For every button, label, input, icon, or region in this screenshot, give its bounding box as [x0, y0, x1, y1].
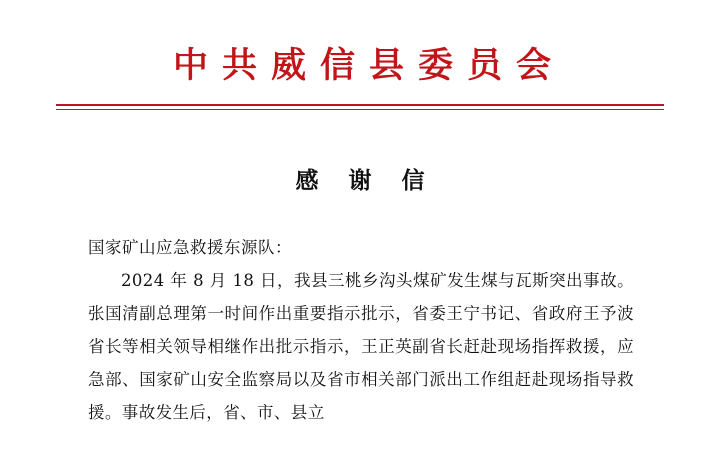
- letterhead-divider: [56, 104, 664, 111]
- body-paragraph: 2024 年 8 月 18 日，我县三桃乡沟头煤矿发生煤与瓦斯突出事故。张国清副总理第一时间作出重要指示批示，省委王宁书记、省政府王予波省长等相关领导相继作出批示指示，王正英副省长赶赴现场指挥救援，应急部、国家矿山安全监察局以及省市相关部门派出工作组赶赴现场指导救援。事故发生后，省、市、县立: [88, 271, 634, 423]
- document-title: 感 谢 信: [295, 167, 436, 195]
- divider-thin-line: [56, 109, 664, 110]
- letterhead: [0, 0, 720, 88]
- document-body: [88, 231, 634, 429]
- salutation: 国家矿山应急救援东源队：: [88, 238, 292, 258]
- letterhead-title: 中共威信县委员会: [172, 45, 565, 86]
